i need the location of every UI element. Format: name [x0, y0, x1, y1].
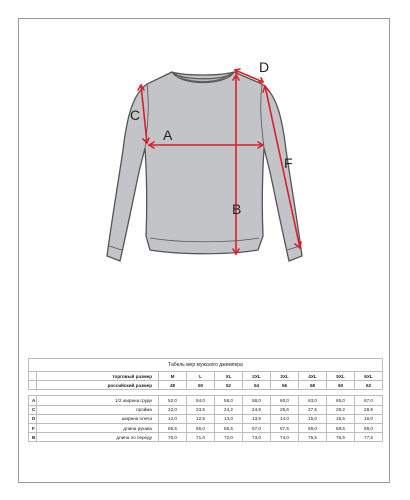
value-cell: 72,0 [215, 433, 243, 442]
value-cell: 68,5 [327, 423, 355, 432]
row-name: ширина плеча [37, 414, 159, 423]
value-cell: 70,0 [159, 433, 187, 442]
value-cell: 58,0 [243, 396, 271, 405]
row-letter: A [29, 396, 37, 405]
value-cell: 74,0 [271, 433, 299, 442]
size-cell: M [159, 372, 187, 381]
row-name: длина рукава [37, 423, 159, 432]
row-name: пройма [37, 405, 159, 414]
table-header-row [29, 372, 383, 381]
value-cell: 76,5 [327, 433, 355, 442]
value-cell: 65,0 [327, 396, 355, 405]
value-cell: 60,0 [271, 396, 299, 405]
russian-size-label: российский размер [37, 381, 159, 390]
russian-size-cell: 54 [243, 381, 271, 390]
size-cell: L [187, 372, 215, 381]
row-letter: B [29, 433, 37, 442]
value-cell: 67,5 [271, 423, 299, 432]
value-cell: 73,0 [243, 433, 271, 442]
russian-size-cell: 62 [355, 381, 383, 390]
sweater-shape [107, 72, 302, 261]
table-row [29, 405, 383, 414]
value-cell: 14,0 [271, 414, 299, 423]
size-cell: 6XL [355, 372, 383, 381]
value-cell: 27,5 [299, 405, 327, 414]
value-cell: 12,0 [159, 414, 187, 423]
russian-size-cell: 58 [299, 381, 327, 390]
value-cell: 15,0 [299, 414, 327, 423]
measurement-rows [29, 396, 383, 442]
label-a: A [163, 127, 173, 143]
value-cell: 13,0 [215, 414, 243, 423]
value-cell: 65,5 [159, 423, 187, 432]
size-cell: 2XL [243, 372, 271, 381]
value-cell: 66,0 [187, 423, 215, 432]
value-cell: 25,6 [271, 405, 299, 414]
label-f: F [284, 155, 293, 171]
value-cell: 12,5 [187, 414, 215, 423]
trade-size-label: торговый размер [37, 372, 159, 381]
value-cell: 66,5 [215, 423, 243, 432]
russian-size-cell: 50 [187, 381, 215, 390]
value-cell: 56,0 [215, 396, 243, 405]
value-cell: 63,0 [299, 396, 327, 405]
value-cell: 22,0 [159, 405, 187, 414]
size-cell: 3XL [271, 372, 299, 381]
table-row [29, 433, 383, 442]
value-cell: 67,0 [243, 423, 271, 432]
row-name: длина по переду [37, 433, 159, 442]
value-cell: 28,9 [355, 405, 383, 414]
value-cell: 24,2 [215, 405, 243, 414]
row-letter: D [29, 414, 37, 423]
table-russian-row [29, 381, 383, 390]
value-cell: 13,5 [243, 414, 271, 423]
table-row [29, 396, 383, 405]
russian-size-cell: 56 [271, 381, 299, 390]
value-cell: 16,0 [355, 414, 383, 423]
value-cell: 75,5 [299, 433, 327, 442]
size-cell: 4XL [299, 372, 327, 381]
value-cell: 52,0 [159, 396, 187, 405]
value-cell: 71,0 [187, 433, 215, 442]
size-table [28, 358, 383, 442]
russian-size-cell: 52 [215, 381, 243, 390]
table-row [29, 414, 383, 423]
value-cell: 67,0 [355, 396, 383, 405]
russian-size-cell: 48 [159, 381, 187, 390]
table-header-blank [29, 381, 37, 390]
size-cell: XL [215, 372, 243, 381]
size-cell: 5XL [327, 372, 355, 381]
label-c: C [130, 107, 141, 123]
table-header-blank [29, 372, 37, 381]
table-caption: Табель мер мужского джемпера [29, 359, 383, 372]
row-letter: C [29, 405, 37, 414]
russian-size-cell: 60 [327, 381, 355, 390]
value-cell: 54,0 [187, 396, 215, 405]
table-caption-row [29, 359, 383, 372]
value-cell: 69,0 [355, 423, 383, 432]
value-cell: 24,9 [243, 405, 271, 414]
table-row [29, 423, 383, 432]
value-cell: 15,5 [327, 414, 355, 423]
label-d: D [259, 59, 270, 75]
label-b: B [232, 201, 242, 217]
value-cell: 23,5 [187, 405, 215, 414]
value-cell: 68,0 [299, 423, 327, 432]
value-cell: 28,2 [327, 405, 355, 414]
row-letter: F [29, 423, 37, 432]
value-cell: 77,5 [355, 433, 383, 442]
row-name: 1/2 ширина груди [37, 396, 159, 405]
